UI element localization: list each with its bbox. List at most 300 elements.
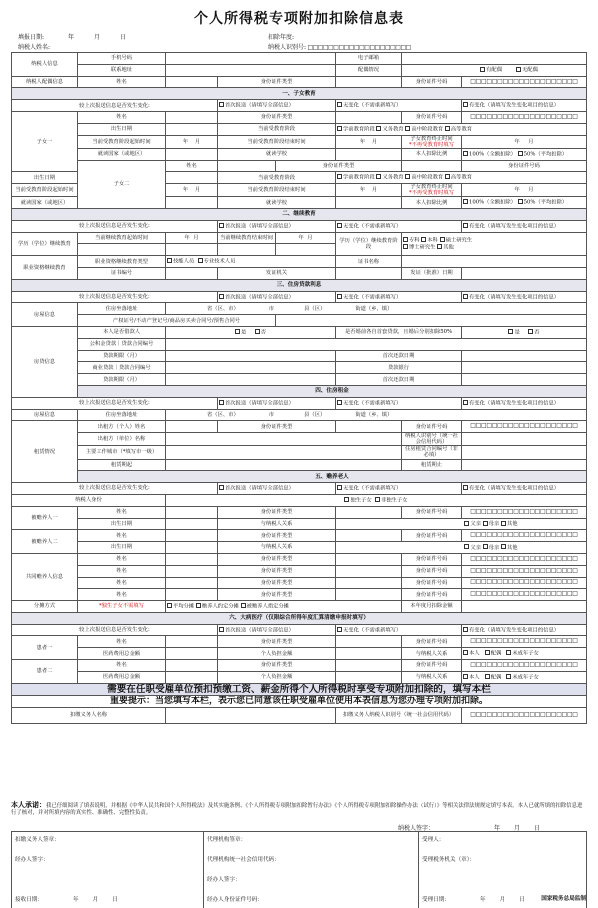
label-cell: 首次还款日期 [336,374,462,386]
label-cell: 独生子女 非独生子女 [166,494,587,506]
label-cell: 姓名 [78,660,166,672]
label-cell: 专科 本科 硕士研究生 博士研究生 其他 [402,232,587,256]
checkbox-icon[interactable] [219,294,224,299]
label-cell: 出租方（个人）姓名 [78,421,166,433]
label-cell: 无变化（不需重新填写） [336,624,462,636]
taxpayer-id-label: 纳税人识别号: □□□□□□□□□□□□□□□□□□□□ [268,44,411,51]
input-cell[interactable] [336,111,402,123]
phone-field[interactable] [166,53,336,65]
input-cell[interactable] [166,244,218,256]
label-cell: 100%（全额扣除） 50%（平均扣除） [462,197,587,209]
label-cell: 就读学校 [218,148,336,160]
label-cell: 是 否 [166,327,336,339]
label-cell: 当前受教育阶段起始时间 [78,135,166,148]
label-cell: 身份证件号码 [402,565,462,577]
input-cell[interactable] [166,148,218,160]
label-cell: 就读学校 [218,197,336,209]
label-cell: 出租方（单位）名称 [78,433,166,446]
checkbox-icon[interactable] [528,329,533,334]
label-cell: 与纳税人关系 [218,518,336,530]
checkbox-icon[interactable] [516,67,521,72]
label-cell: 有变化（请填写发生变化项目的信息） [462,397,587,409]
checkbox-icon[interactable] [501,544,506,549]
label-cell: 被赡养人二 [12,530,78,554]
checkbox-icon[interactable] [445,126,450,131]
label-cell: 首次报送（请填写全部信息） [218,624,336,636]
promise: 本人承诺：我已仔细阅读了填表说明，并根据《中华人民共和国个人所得税法》及其实施条例、《个人所得税专项附加扣除暂行办法》《个人所得税专项附加扣除操作办法（试行）》等相关法律法规规定填写本表。本人已就所填的扣除信息进行了核对，并对所填内容的真实性、准确性、完整性负责。 [11,800,583,817]
section-2-title: 二、继续教育 [12,209,587,221]
checkbox-icon[interactable] [337,174,342,179]
label-cell: 租赁期止 [402,459,462,471]
taxpayer-name-label: 纳税人姓名: [18,44,51,51]
label-cell: 年 月 [276,232,336,244]
label-cell: 省（区、市） 市 县（区） 街道（乡、镇） [166,303,587,315]
label-cell: 学历（学位）继续教育阶段 [336,232,402,256]
label-cell: 身份证件类型 [218,565,336,577]
section-1-title: 一、子女教育 [12,88,587,100]
checkbox-icon[interactable] [405,126,410,131]
label-cell: 首次报送（请填写全部信息） [218,291,336,303]
input-cell[interactable] [402,160,462,172]
label-cell: 首次还款日期 [336,350,462,362]
label-cell: □□□□□□□□□□□□□□□□□□□□ [462,421,587,433]
label-cell: 父亲 母亲 其他 [336,518,587,530]
label-cell: 无变化（不需重新填写） [336,220,462,232]
label-cell: □□□□□□□□□□□□□□□□□□□□ [462,76,587,88]
checkbox-icon[interactable] [376,126,381,131]
input-cell[interactable] [336,530,402,542]
checkbox-icon[interactable] [463,102,468,107]
label-cell: 本人 配偶 未成年子女 [462,671,587,683]
input-cell[interactable] [462,601,587,613]
label-cell: 当前受教育阶段 [218,172,336,184]
label-cell: 当前受教育阶段结束时间 [218,135,336,148]
input-cell[interactable] [336,660,402,672]
label-cell: 无变化（不需重新填写） [336,483,462,495]
label-cell: □□□□□□□□□□□□□□□□□□□□ [462,530,587,542]
label-cell: 租赁情况 [12,421,78,483]
input-cell[interactable] [336,553,402,565]
label-cell: □□□□□□□□□□□□□□□□□□□□ [462,636,587,648]
taxpayer-sign: 纳税人签字： 年 月 日 [398,825,541,832]
checkbox-icon[interactable] [167,603,172,608]
checkbox-icon[interactable] [463,650,468,655]
section-5-title: 五、赡养老人 [78,471,587,483]
label-cell: 医药费用总金额 [78,671,166,683]
label-cell: 出生日期 [78,518,166,530]
label-cell: 身份证件号码 [402,553,462,565]
label-cell: 发证（批准）日期 [402,268,462,280]
label-cell: 共同赡养人信息 [12,553,78,600]
important-notice: 重要提示：当您填写本栏，表示您已同意该任职受雇单位使用本表信息为您办理专项附加扣除。 [12,695,587,707]
checkbox-icon[interactable] [198,258,203,263]
label-cell: 出生日期 [12,172,78,184]
checkbox-icon[interactable] [235,329,240,334]
label-cell: 联系地址 [78,64,166,76]
checkbox-icon[interactable] [219,400,224,405]
label-cell: 年 月 [336,135,402,148]
input-cell[interactable] [166,671,218,683]
label-cell: 平均分摊 赡养人约定分摊 被赡养人指定分摊 [166,601,402,613]
checkbox-icon[interactable] [483,544,488,549]
label-cell: 身份证件类型 [218,506,336,518]
checkbox-icon[interactable] [403,237,408,242]
label-cell: 技能人员 专业技术人员 [166,256,336,268]
checkbox-icon[interactable] [463,294,468,299]
label-cell: 就读国家（或地区） [12,197,78,209]
label-cell: □□□□□□□□□□□□□□□□□□□□ [462,565,587,577]
label-cell: 当前受教育阶段 [218,123,336,135]
label-cell: 与纳税人关系 [402,671,462,683]
input-cell[interactable] [336,577,402,589]
label-cell: 年 月 [462,135,587,148]
label-cell: 贷款期限（月） [78,350,166,362]
checkbox-icon[interactable] [506,650,511,655]
label-cell: 个人负担金额 [218,648,336,660]
label-cell: 商业贷款｜贷款合同编号 [78,362,166,374]
label-cell: 产权证号/不动产登记号/商品房买卖合同号/预售合同号 [78,315,276,327]
input-cell[interactable] [462,350,587,362]
label-cell: 较上次报送信息是否发生变化: [12,483,218,495]
checkbox-icon[interactable] [508,329,513,334]
label-cell: 姓名 [78,506,166,518]
checkbox-icon[interactable] [463,485,468,490]
label-cell: 身份证件类型 [218,660,336,672]
checkbox-icon[interactable] [483,521,488,526]
input-cell[interactable] [166,76,218,88]
input-cell[interactable] [166,589,218,601]
label-cell: □□□□□□□□□□□□□□□□□□□□ [462,506,587,518]
checkbox-icon[interactable] [405,174,410,179]
input-cell[interactable] [166,459,402,471]
label-cell: 当前继续教育起始时间 [78,232,166,244]
label-cell: 身份证件类型 [218,589,336,601]
checkbox-icon[interactable] [480,67,485,72]
input-cell[interactable] [276,315,587,327]
input-cell[interactable] [336,197,402,209]
label-cell: 年 月 [166,184,218,197]
label-cell: 有变化（请填写发生变化项目的信息） [462,483,587,495]
input-cell[interactable] [276,244,336,256]
label-cell: *独生子女不需填写 [78,601,166,613]
checkbox-icon[interactable] [196,603,201,608]
label-cell: □□□□□□□□□□□□□□□□□□□□ [462,553,587,565]
input-cell[interactable] [462,362,587,374]
label-cell: 住房坐落地址 [78,303,166,315]
input-cell[interactable] [166,648,218,660]
checkbox-icon[interactable] [421,237,426,242]
checkbox-icon[interactable] [463,627,468,632]
label-cell: 纳税人身份 [12,494,166,506]
checkbox-icon[interactable] [518,199,523,204]
footer: 国家税务总局监制 [541,896,586,902]
label-cell: 被赡养人一 [12,506,78,530]
label-cell: 与纳税人关系 [402,648,462,660]
input-cell[interactable] [166,446,402,459]
input-cell[interactable] [166,374,336,386]
label-cell: 年 月 [166,135,218,148]
child-1-label: 子女一 [12,111,78,171]
label-cell: 本人扣除比例 [402,197,462,209]
input-cell[interactable] [166,660,218,672]
label-cell: 与纳税人关系 [218,542,336,554]
label-cell: 租赁期起 [78,459,166,471]
input-cell[interactable] [336,589,402,601]
id-boxes: □□□□□□□□□□□□□□□□□□□□ [306,44,411,51]
checkbox-icon[interactable] [337,294,342,299]
input-cell[interactable] [336,148,402,160]
label-cell: 纳税人识别号（统一社会信用代码） [402,433,462,446]
label-cell: 较上次报送信息是否发生变化: [12,397,218,409]
label-cell: 有变化（请填写发生变化项目的信息） [462,220,587,232]
label-cell: 姓名 [78,553,166,565]
label-cell: 学前教育阶段 义务教育 高中阶段教育 高等教育 [336,172,587,184]
input-cell[interactable] [166,542,218,554]
label-cell: 姓名 [78,577,166,589]
label-cell: 身份证件类型 [218,111,336,123]
agent-sign-cell: 代理机构签章： 代理机构统一社会信用代码： 经办人签字： 经办人身份证件号码： [204,832,419,908]
checkbox-icon[interactable] [337,223,342,228]
checkbox-icon[interactable] [219,627,224,632]
label-cell: 年 月 [166,232,218,244]
label-cell: 本人是否借款人 [78,327,166,339]
checkbox-icon[interactable] [485,674,490,679]
label-cell: 配偶情况 [336,64,402,76]
input-cell[interactable] [218,244,276,256]
withholder-sign-cell: 扣缴义务人签章： 经办人签字： 接收日期： 年 月 日 [12,832,204,908]
child-2-label: 子女二 [78,160,166,209]
checkbox-icon[interactable] [241,603,246,608]
label-cell: 医药费用总金额 [78,648,166,660]
input-cell[interactable] [166,421,218,433]
input-cell[interactable] [336,636,402,648]
label-cell: 身份证件类型 [276,160,402,172]
checkbox-icon[interactable] [463,400,468,405]
label-cell: 扣缴义务人纳税人识别号（统一社会信用代码） [336,707,462,723]
label-cell: 住房坐落地址 [78,409,166,421]
label-cell: 有变化（请填写发生变化项目的信息） [462,291,587,303]
label-cell: □□□□□□□□□□□□□□□□□□□□ [462,589,587,601]
label-cell: 年 月 [462,184,587,197]
checkbox-icon[interactable] [464,521,469,526]
input-cell[interactable] [166,350,336,362]
label-cell: 子女教育终止时间 *不再受教育时填写 [402,135,462,148]
label-cell: 扣缴义务人名称 [12,707,166,723]
checkbox-icon[interactable] [337,627,342,632]
label-cell: 身份证件类型 [218,577,336,589]
label-cell: 当前继续教育结束时间 [218,232,276,244]
label-cell: 身份证件号码 [402,660,462,672]
checkbox-icon[interactable] [463,223,468,228]
label-cell: 房屋信息 [12,409,78,421]
label-cell: 姓名 [78,530,166,542]
checkbox-icon[interactable] [255,329,260,334]
input-cell[interactable] [166,433,402,446]
label-cell: 患者二 [12,660,78,684]
input-cell[interactable] [462,433,587,446]
fill-date: 填报日期: 年 月 日 [18,34,127,41]
input-cell[interactable] [218,160,276,172]
label-cell: 发证机关 [218,268,336,280]
checkbox-icon[interactable] [403,244,408,249]
checkbox-icon[interactable] [375,497,380,502]
label-cell: □□□□□□□□□□□□□□□□□□□□ [462,111,587,123]
input-cell[interactable] [336,76,402,88]
label-cell: 身份证件号码 [402,506,462,518]
label-cell: 出生日期 [78,542,166,554]
input-cell[interactable] [166,577,218,589]
input-cell[interactable] [78,244,166,256]
input-cell[interactable] [166,362,336,374]
checkbox-icon[interactable] [463,674,468,679]
label-cell: 当前受教育阶段结束时间 [218,184,336,197]
input-cell[interactable] [166,268,218,280]
label-cell: 有变化（请填写发生变化项目的信息） [462,624,587,636]
label-cell: 职业资格继续教育 [12,256,78,280]
label-cell: 房贷信息 [12,327,78,398]
label-cell: 患者一 [12,636,78,660]
checkbox-icon[interactable] [344,497,349,502]
checkbox-icon[interactable] [485,650,490,655]
label-cell: 纳税人配偶信息 [12,76,78,88]
input-cell[interactable] [336,506,402,518]
input-cell[interactable] [336,648,402,660]
label-cell: 有变化（请填写发生变化项目的信息） [462,100,587,112]
label-cell: 住房租赁合同编号（非必填） [402,446,462,459]
label-cell: 省（区、市） 市 县（区） 街道（乡、镇） [166,409,587,421]
label-cell: 本人 配偶 未成年子女 [462,648,587,660]
checkbox-icon[interactable] [506,674,511,679]
input-cell[interactable] [402,256,587,268]
checkbox-icon[interactable] [376,174,381,179]
label-cell: 较上次报送信息是否发生变化: [12,220,218,232]
label-cell: 身份证件号码 [402,111,462,123]
label-cell: 较上次报送信息是否发生变化: [12,291,218,303]
label-cell: 身份证件类型 [218,553,336,565]
label-cell: 学前教育阶段 义务教育 高中阶段教育 高等教育 [336,123,587,135]
input-cell[interactable] [462,446,587,459]
label-cell: 身份证件号码 [402,636,462,648]
checkbox-icon[interactable] [463,199,468,204]
label-cell: 姓名 [78,565,166,577]
input-cell[interactable] [336,565,402,577]
label-cell: 姓名 [78,636,166,648]
checkbox-icon[interactable] [464,544,469,549]
input-cell[interactable] [166,530,218,542]
input-cell[interactable] [166,172,218,184]
label-cell: 是否婚前各自首套贷款，且婚后分别扣除50% [336,327,462,339]
label-cell: 姓名 [78,111,166,123]
input-cell[interactable] [166,123,218,135]
label-cell: 身份证件号码 [402,530,462,542]
input-cell[interactable] [166,506,218,518]
label-cell: 身份证件号码 [462,160,587,172]
label-cell: □□□□□□□□□□□□□□□□□□□□ [462,577,587,589]
checkbox-icon[interactable] [501,521,506,526]
label-cell: 姓名 [78,76,166,88]
label-cell: 无变化（不需重新填写） [336,397,462,409]
label-cell: 证书名称 [336,256,402,268]
label-cell: 身份证件类型 [218,76,336,88]
label-cell: 身份证件类型 [218,636,336,648]
label-cell: 有配偶 无配偶 [402,64,587,76]
label-cell: 首次报送（请填写全部信息） [218,397,336,409]
section-6-title: 六、大病医疗（仅限综合所得年度汇算清缴申报时填写） [12,612,587,624]
label-cell: 贷款期限（月） [78,374,166,386]
withholding-notice: 需要在任职受雇单位预扣预缴工资、薪金所得个人所得税时享受专项附加扣除的，填写本栏 [12,683,587,695]
label-cell: 本人扣除比例 [402,148,462,160]
label-cell: 学历（学位）继续教育 [12,232,78,256]
input-cell[interactable] [166,636,218,648]
label-cell: 公积金贷款｜贷款合同编号 [78,338,166,350]
input-cell[interactable] [166,707,336,723]
input-cell[interactable] [336,421,402,433]
label-cell: 100%（全额扣除） 50%（平均扣除） [462,148,587,160]
label-cell: 首次报送（请填写全部信息） [218,220,336,232]
label-cell: 身份证件类型 [218,421,336,433]
label-cell: 无变化（不需重新填写） [336,291,462,303]
email-field[interactable] [402,53,587,65]
input-cell[interactable] [166,518,218,530]
input-cell[interactable] [462,268,587,280]
checkbox-icon[interactable] [518,151,523,156]
label-cell: 无变化（不需重新填写） [336,100,462,112]
label-cell: 父亲 母亲 其他 [336,542,587,554]
input-cell[interactable] [462,374,587,386]
label-cell: 分摊方式 [12,601,78,613]
checkbox-icon[interactable] [219,102,224,107]
label-cell: □□□□□□□□□□□□□□□□□□□□ [462,707,587,723]
checkbox-icon[interactable] [463,151,468,156]
label-cell: 主要工作城市（*填写市一级） [78,446,166,459]
checkbox-icon[interactable] [337,126,342,131]
checkbox-icon[interactable] [219,223,224,228]
label-cell: 个人负担金额 [218,671,336,683]
label-cell: 本年度月扣除金额 [402,601,462,613]
checkbox-icon[interactable] [337,400,342,405]
label-cell: 身份证件号码 [402,577,462,589]
label-cell: 贷款银行 [336,362,462,374]
main-table [11,52,587,724]
checkbox-icon[interactable] [219,485,224,490]
checkbox-icon[interactable] [445,174,450,179]
label-cell: 是 否 [462,327,587,339]
input-cell[interactable] [336,671,402,683]
input-cell[interactable] [336,268,402,280]
label-cell: 手机号码 [78,53,166,65]
checkbox-icon[interactable] [437,244,442,249]
label-cell: 身份证件号码 [402,421,462,433]
checkbox-icon[interactable] [167,258,172,263]
checkbox-icon[interactable] [440,237,445,242]
label-cell: 房屋信息 [12,303,78,327]
checkbox-icon[interactable] [337,485,342,490]
tax-office-cell: 受理人： 受理税务机关（章）： 受理日期： 年 月 日 [419,832,587,908]
input-cell[interactable] [462,459,587,471]
input-cell[interactable] [166,111,218,123]
section-4-title: 四、住房租金 [78,386,587,398]
input-cell[interactable] [166,197,218,209]
checkbox-icon[interactable] [337,102,342,107]
input-cell[interactable] [166,338,587,350]
address-field[interactable] [166,64,336,76]
label-cell: 电子邮箱 [336,53,402,65]
label-cell: 姓名 [166,160,218,172]
input-cell[interactable] [166,565,218,577]
input-cell[interactable] [166,553,218,565]
taxpayer-info-label: 纳税人信息 [12,53,78,77]
label-cell: 职业资格继续教育类型 [78,256,166,268]
